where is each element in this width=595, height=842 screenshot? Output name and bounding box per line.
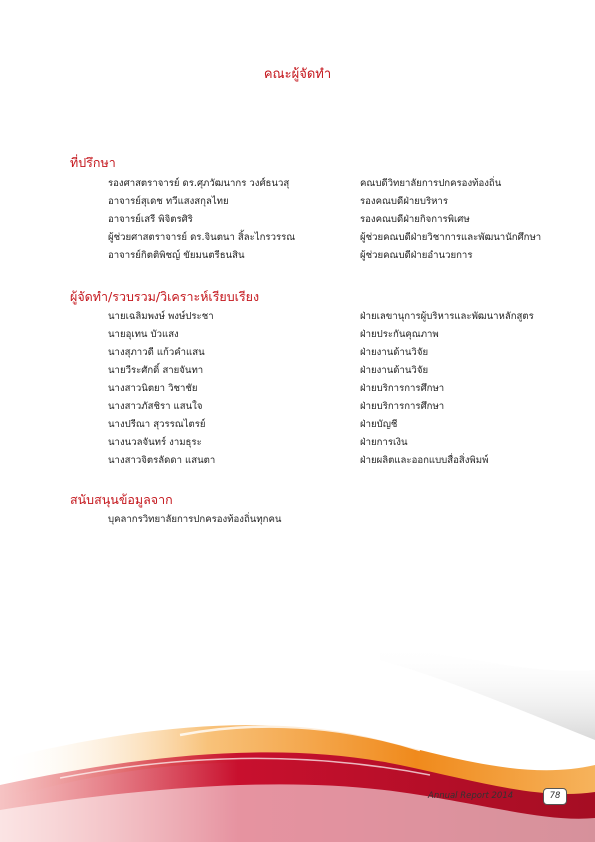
compiler-row	[0, 327, 595, 345]
member-name: นายเฉลิมพงษ์ พงษ์ประชา	[108, 311, 214, 322]
member-name: ผู้ช่วยศาสตราจารย์ ดร.จินตนา สิ้ละไกรวรรณ	[108, 232, 296, 243]
member-position: คณบดีวิทยาลัยการปกครองท้องถิ่น	[360, 178, 502, 189]
member-name: นางปรีณา สุวรรณไตรย์	[108, 419, 206, 430]
member-name: นางสุภาวดี แก้วคำแสน	[108, 347, 205, 358]
member-position: ฝ่ายงานด้านวิจัย	[360, 347, 429, 358]
support-text: บุคลากรวิทยาลัยการปกครองท้องถิ่นทุกคน	[108, 514, 282, 525]
compiler-row	[0, 453, 595, 471]
advisors-heading: ที่ปรึกษา	[70, 155, 116, 170]
member-name: นายอุเทน บัวแสง	[108, 329, 179, 340]
member-name: นางสาวนิตยา วิชาชัย	[108, 383, 198, 394]
member-position: ฝ่ายงานด้านวิจัย	[360, 365, 429, 376]
compiler-row	[0, 381, 595, 399]
member-name: นายวีระศักดิ์ สายจันทา	[108, 365, 204, 376]
member-name: อาจารย์เสรี พิจิตรศิริ	[108, 214, 193, 225]
member-name: นางนวลจันทร์ งามธุระ	[108, 437, 202, 448]
compiler-row	[0, 399, 595, 417]
member-name: รองศาสตราจารย์ ดร.ศุภวัฒนากร วงศ์ธนวสุ	[108, 178, 290, 189]
compiler-row	[0, 417, 595, 435]
advisor-row	[0, 212, 595, 230]
member-position: รองคณบดีฝ่ายบริหาร	[360, 196, 448, 207]
advisor-row	[0, 176, 595, 194]
page-title: คณะผู้จัดทำ	[263, 67, 332, 82]
member-position: ฝ่ายประกันคุณภาพ	[360, 329, 439, 340]
compiler-row	[0, 309, 595, 327]
member-position: ฝ่ายบริการการศึกษา	[360, 383, 445, 394]
advisor-row	[0, 230, 595, 248]
compiler-row	[0, 435, 595, 453]
member-position: ผู้ช่วยคณบดีฝ่ายวิชาการและพัฒนานักศึกษา	[360, 232, 542, 243]
page-number: 78	[543, 788, 567, 805]
member-position: ฝ่ายผลิตและออกแบบสื่อสิ่งพิมพ์	[360, 455, 489, 466]
member-position: ผู้ช่วยคณบดีฝ่ายอำนวยการ	[360, 250, 473, 261]
member-name: นางสาวจิตรลัดดา แสนตา	[108, 455, 216, 466]
member-position: ฝ่ายการเงิน	[360, 437, 408, 448]
member-name: อาจารย์สุเดช ทวีแสงสกุลไทย	[108, 196, 229, 207]
compiler-row	[0, 345, 595, 363]
compilers-heading: ผู้จัดทำ/รวบรวม/วิเคราะห์เรียบเรียง	[70, 289, 260, 304]
support-heading: สนับสนุนข้อมูลจาก	[70, 492, 173, 507]
advisor-row	[0, 194, 595, 212]
member-name: นางสาวภัสชิรา แสนใจ	[108, 401, 203, 412]
member-position: รองคณบดีฝ่ายกิจการพิเศษ	[360, 214, 470, 225]
member-name: อาจารย์กิตติพิชญ์ ขัยมนตรีธนสิน	[108, 250, 245, 261]
member-position: ฝ่ายเลขานุการผู้บริหารและพัฒนาหลักสูตร	[360, 311, 534, 322]
member-position: ฝ่ายบริการการศึกษา	[360, 401, 445, 412]
member-position: ฝ่ายบัญชี	[360, 419, 398, 430]
footer-label: Annual Report 2014	[428, 791, 514, 801]
compiler-row	[0, 363, 595, 381]
advisor-row	[0, 248, 595, 266]
